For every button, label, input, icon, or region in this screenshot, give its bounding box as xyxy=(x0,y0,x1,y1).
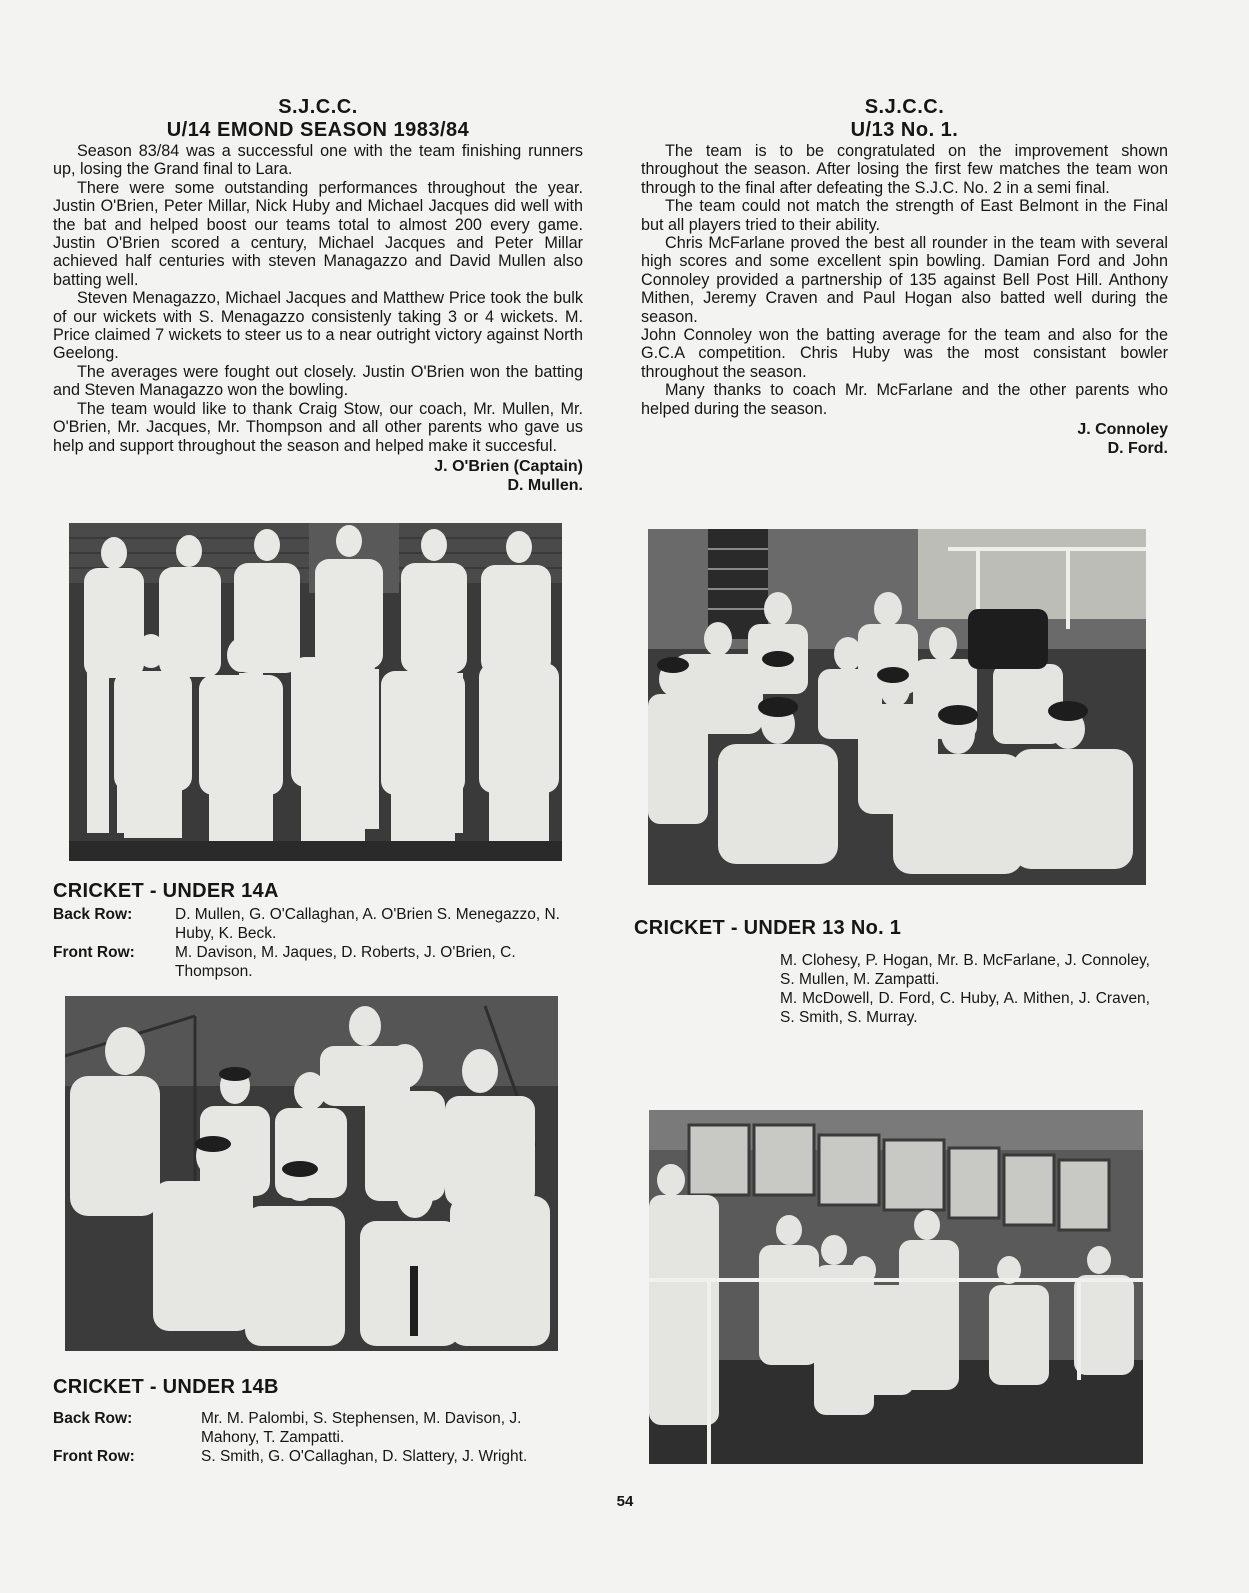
u13-team-photo xyxy=(648,529,1146,885)
u13-club-heading: S.J.C.C. xyxy=(864,96,945,118)
page-number: 54 xyxy=(616,1493,634,1510)
bench-players-photo xyxy=(649,1110,1143,1464)
u13-paragraph: The team is to be congratulated on the improvement shown throughout the season. After losing the first few matches the team won through to the final after defeating the S.J.C. No. 2 in a semi final. xyxy=(641,142,1168,197)
back-row-names: Mr. M. Palombi, S. Stephensen, M. Davison, J. Mahony, T. Zampatti. xyxy=(201,1410,522,1446)
u14-body xyxy=(53,142,583,455)
back-row-label: Back Row: xyxy=(53,906,133,923)
u14-paragraph: The averages were fought out closely. Justin O'Brien won the batting and Steven Managazzo won the bowling. xyxy=(53,362,583,400)
u13-paragraph: The team could not match the strength of East Belmont in the Final but all players tried to their ability. xyxy=(641,197,1168,234)
u13-names-line: M. McDowell, D. Ford, C. Huby, A. Mithen, J. Craven, S. Smith, S. Murray. xyxy=(780,990,1150,1026)
u13-names xyxy=(780,951,1150,1027)
u14b-caption-title: CRICKET - UNDER 14B xyxy=(53,1376,279,1398)
u13-signature-line: D. Ford. xyxy=(1107,440,1168,458)
u14-title: U/14 EMOND SEASON 1983/84 xyxy=(166,119,470,141)
front-row-label: Front Row: xyxy=(53,1448,135,1465)
u13-caption-title: CRICKET - UNDER 13 No. 1 xyxy=(634,917,902,939)
u13-article xyxy=(641,96,1168,458)
u14-club-heading: S.J.C.C. xyxy=(278,96,358,118)
u14b-team-photo xyxy=(65,996,558,1351)
back-row-names: D. Mullen, G. O'Callaghan, A. O'Brien S. Menegazzo, N. Huby, K. Beck. xyxy=(175,906,560,942)
u14-paragraph: The team would like to thank Craig Stow, our coach, Mr. Mullen, Mr. O'Brien, Mr. Jacques, Mr. Thompson and all other parents who gave us help and support throughout the season and helped make it succesful. xyxy=(53,399,583,455)
u14b-back-row xyxy=(53,1409,578,1447)
u14-signature xyxy=(53,457,583,495)
u14a-front-row xyxy=(53,943,578,981)
u14a-names xyxy=(53,905,578,981)
u14a-team-photo xyxy=(69,523,562,861)
u13-body xyxy=(641,142,1168,418)
front-row-label: Front Row: xyxy=(53,944,135,961)
u14a-caption-title: CRICKET - UNDER 14A xyxy=(53,880,279,902)
u14b-front-row xyxy=(53,1447,578,1466)
u13-signature xyxy=(641,420,1168,458)
u13-signature-line: J. Connoley xyxy=(1077,421,1168,439)
u14-signature-line: D. Mullen. xyxy=(507,476,583,494)
front-row-names: M. Davison, M. Jaques, D. Roberts, J. O'Brien, C. Thompson. xyxy=(175,944,516,980)
u13-paragraph: Chris McFarlane proved the best all rounder in the team with several high scores and some excellent spin bowling. Damian Ford and John Connoley provided a partnership of 135 against Bell Post Hill. Anthony Mithen, Jeremy Craven and Paul Hogan also batted well during the season. xyxy=(641,234,1168,326)
u14a-back-row xyxy=(53,905,578,943)
u14-paragraph: There were some outstanding performances throughout the year. Justin O'Brien, Peter Millar, Nick Huby and Michael Jacques did well with the bat and helped boost our teams total to almost 200 every game. Justin O'Brien scored a century, Michael Jacques and Peter Millar achieved half centuries with steven Managazzo and David Mullen also batting well. xyxy=(53,178,583,289)
u13-names-line: M. Clohesy, P. Hogan, Mr. B. McFarlane, J. Connoley, S. Mullen, M. Zampatti. xyxy=(780,952,1150,988)
u13-paragraph: John Connoley won the batting average for the team and also for the G.C.A competition. Chris Huby was the most consistant bowler throughout the season. xyxy=(641,326,1168,381)
u14-article xyxy=(53,96,583,495)
front-row-names: S. Smith, G. O'Callaghan, D. Slattery, J. Wright. xyxy=(201,1448,528,1465)
u13-paragraph: Many thanks to coach Mr. McFarlane and the other parents who helped during the season. xyxy=(641,381,1168,418)
u14-paragraph: Steven Menagazzo, Michael Jacques and Matthew Price took the bulk of our wickets with S. Menagazzo consistenly taking 3 or 4 wickets. M. Price claimed 7 wickets to steer us to a near outright victory against North Geelong. xyxy=(53,289,583,363)
back-row-label: Back Row: xyxy=(53,1410,133,1427)
u14b-names xyxy=(53,1409,578,1466)
u14-paragraph: Season 83/84 was a successful one with the team finishing runners up, losing the Grand final to Lara. xyxy=(53,142,583,179)
u14-signature-line: J. O'Brien (Captain) xyxy=(434,457,583,475)
u13-title: U/13 No. 1. xyxy=(850,119,959,141)
